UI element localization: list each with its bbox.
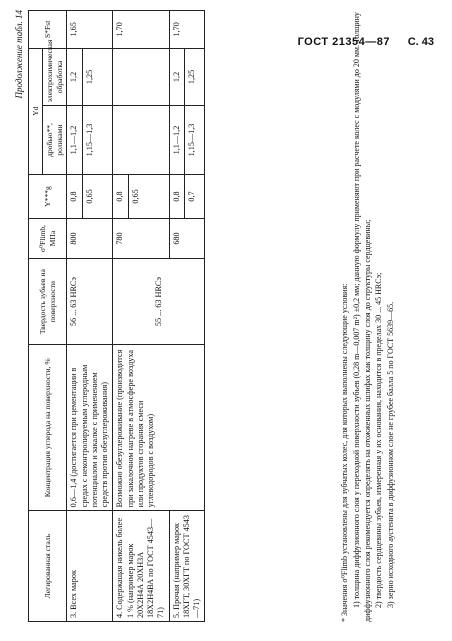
- col-ys: Y***g: [29, 174, 67, 218]
- table-row: [67, 11, 113, 622]
- cell-hardness: 55 ... 63 HRCэ: [113, 258, 205, 344]
- cell-ys: [169, 174, 205, 218]
- cell-hardness: 56 ... 63 HRCэ: [67, 258, 113, 344]
- cell-sigma: 800: [67, 219, 113, 259]
- cell-sf: 1,70: [169, 11, 205, 49]
- col-carbon: Концентрация углерода на поверхности, %: [29, 345, 67, 511]
- ys-value-2: 0,65: [128, 175, 141, 218]
- el-1: 1,2: [171, 71, 181, 83]
- cell-yd-electro: [67, 48, 113, 106]
- footnote: 3) зерно исходного аустенита в диффузионном слое не грубее балла 5 по ГОСТ 5639—65.: [386, 301, 396, 608]
- cell-yd-electro: [169, 48, 205, 106]
- el-1: 1,2: [69, 71, 79, 83]
- footnote: 1) толщина диффузионного слоя у переходной поверхности зубьев (0,28 m—0,007 m²) ±0,2 мм; данную формулу применяют при расчете колес с модулями до 20 мм. Толщину диффузионного слоя рекомендуется определять на отожженных шлифах как толщину слоя до структуры сердцевины;: [351, 12, 372, 622]
- cell-ys: [67, 174, 113, 218]
- cell-carbon: 0,6—1,4 (достигается при цементации в средах с неконтролируемым углеродным потенциалом и закалке с применением средств против обезуглероживания): [67, 345, 113, 511]
- rotated-content: [10, 10, 450, 622]
- col-steel: Легированная сталь: [29, 511, 67, 622]
- cell-sf: 1,70: [113, 11, 169, 49]
- col-yd-electro: электрохимическая обработка: [43, 48, 67, 106]
- cell-yd-shot: [169, 106, 205, 175]
- steel-table: [28, 10, 205, 622]
- cell-steel: 5. Прочая (например марок 18ХГТ, 30ХГТ по ГОСТ 4543—71): [169, 511, 205, 622]
- ys-value-2: 0,7: [184, 175, 197, 218]
- cell-yd-electro: [113, 48, 169, 106]
- footnotes: [340, 10, 398, 622]
- table-header-row: [29, 11, 43, 622]
- ys-value: 0,8: [171, 191, 181, 202]
- cell-steel: 4. Содержащая никель более 1 % (например марок 20Х2Н4А 20ХН3А 18Х2Н4ВА по ГОСТ 4543—71): [113, 511, 169, 622]
- table-row: [113, 11, 169, 622]
- yd-shot: 1,1—1,2: [171, 125, 181, 155]
- yd-roller: 1,15—1,3: [82, 106, 95, 174]
- cell-sigma: 680: [169, 219, 205, 259]
- el-2: 1,25: [184, 49, 197, 106]
- col-sigma: σ⁰Flimb, МПа: [29, 219, 67, 259]
- col-hardness: Твердость зубьев на поверхности: [29, 258, 67, 344]
- col-yd: Yd: [29, 48, 43, 174]
- col-yd-shot: дробью**, роликами: [43, 106, 67, 175]
- col-sf: S*Fst: [29, 11, 67, 49]
- footnote: 2) твердость сердцевины зубьев, измеренная у их основания, находится в пределах 30 ... 45 HRCэ;: [374, 272, 384, 608]
- ys-value: 0,8: [69, 191, 79, 202]
- ys-value-2: 0,65: [82, 175, 95, 218]
- cell-sf: 1,65: [67, 11, 113, 49]
- cell-steel: 3. Всех марок: [67, 511, 113, 622]
- cell-sigma: 780: [113, 219, 169, 259]
- el-2: 1,25: [82, 49, 95, 106]
- cell-ys: [113, 174, 169, 218]
- yd-roller: 1,15—1,3: [184, 106, 197, 174]
- table-continuation-label: Продолжение табл. 14: [14, 10, 24, 99]
- cell-carbon: Возможно обезуглероживание (производится при закалочном нагреве в атмосфере воздуха или продуктов сгорания смеси углеводородов с воздухом): [113, 345, 205, 511]
- ys-value: 0,8: [115, 191, 125, 202]
- cell-yd-shot: [67, 106, 113, 175]
- footnote: * Значения σ⁰Flimb установлены для зубчатых колес, для которых выполнены следующие условия:: [340, 283, 349, 622]
- yd-shot: 1,1—1,2: [69, 125, 79, 155]
- page-number: С. 43: [407, 36, 434, 48]
- cell-yd-shot: [113, 106, 169, 175]
- standard-number: ГОСТ 21354—87: [297, 36, 390, 48]
